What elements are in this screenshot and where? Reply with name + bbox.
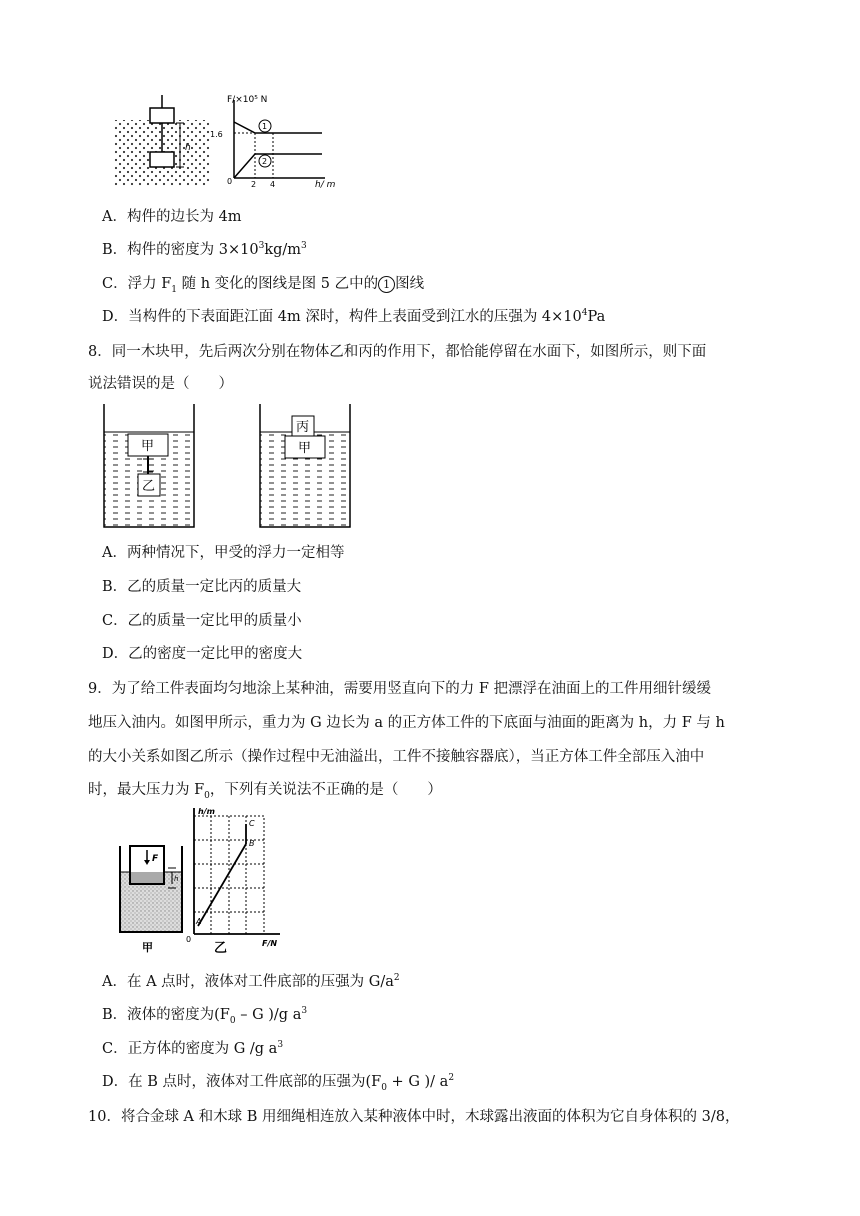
- q9-figure: [112, 806, 282, 956]
- q7-figure: [110, 90, 360, 190]
- q8-option-a: A．两种情况下，甲受的浮力一定相等: [102, 545, 345, 561]
- q8-figure: [100, 402, 360, 530]
- q9-x-label: F/N: [262, 939, 278, 948]
- q9-stem-line-4: 时，最大压力为 $F_0$，下列有关说法不正确的是（ ）: [88, 782, 442, 801]
- q7-h-label: h: [185, 143, 191, 153]
- q9-y-label: h/m: [198, 807, 215, 816]
- q8-option-c: C．乙的质量一定比甲的质量小: [102, 613, 302, 629]
- q7-x-label: h/ m: [315, 180, 336, 190]
- svg-text:丙: 丙: [296, 420, 310, 435]
- q9-option-a: A．在 A 点时，液体对工件底部的压强为 $G/a^2$: [102, 973, 400, 990]
- q9-point-a: A: [196, 917, 202, 926]
- q9-origin: 0: [186, 935, 192, 944]
- q7-origin: 0: [227, 177, 233, 186]
- q10-stem-line-1: 10．将合金球 A 和木球 B 用细绳相连放入某种液体中时，木球露出液面的体积为它自身体积的 3/8，: [88, 1109, 740, 1125]
- q7-option-c: C．浮力 $F_1$ 随 h 变化的图线是图 5 乙中的 1 图线: [102, 276, 425, 295]
- q7-lower-block: [150, 152, 174, 167]
- q7-y-label: F/×10⁵ N: [227, 95, 268, 105]
- q9-stem-line-1: 9．为了给工件表面均匀地涂上某种油，需要用竖直向下的力 F 把漂浮在油面上的工件用细针缓缓: [88, 681, 712, 697]
- svg-text:乙: 乙: [142, 479, 156, 494]
- q7-option-d: D．当构件的下表面距江面 4m 深时，构件上表面受到江水的压强为 $4\times 10^4Pa$: [102, 308, 606, 325]
- q9-option-b: B．液体的密度为($F_0$ – G )/g $a^3$: [102, 1006, 308, 1026]
- q9-caption-yi: 乙: [214, 941, 228, 956]
- svg-text:甲: 甲: [298, 441, 312, 456]
- q8-stem-line-1: 8．同一木块甲，先后两次分别在物体乙和丙的作用下，都恰能停留在水面下，如图所示，则下面: [88, 344, 707, 360]
- q7-y-tick: 1.6: [210, 130, 223, 139]
- q9-stem-line-3: 的大小关系如图乙所示（操作过程中无油溢出，工件不接触容器底），当正方体工件全部压入油中: [88, 749, 705, 765]
- q9-point-b: B: [249, 839, 255, 848]
- q7-option-a: A．构件的边长为 4m: [102, 209, 242, 225]
- q8-option-b: B．乙的质量一定比丙的质量大: [102, 579, 302, 595]
- q8-option-d: D．乙的密度一定比甲的密度大: [102, 646, 303, 662]
- q7-x-tick-4: 4: [270, 180, 276, 189]
- q9-force-label: F: [152, 854, 159, 864]
- q9-caption-jia: 甲: [142, 941, 153, 954]
- svg-text:1: 1: [262, 122, 268, 131]
- svg-text:2: 2: [262, 157, 268, 166]
- q9-point-c: C: [249, 819, 255, 828]
- q7-curve-1: [234, 122, 322, 133]
- svg-text:甲: 甲: [141, 439, 155, 454]
- q7-curve-2: [234, 154, 322, 178]
- q7-circled-number: 1: [378, 276, 395, 293]
- q7-option-b: B．构件的密度为 $3\times 10^3kg/m^3$: [102, 241, 307, 258]
- q9-line-ab: [198, 844, 246, 926]
- q7-upper-block: [150, 108, 174, 123]
- q9-option-c: C．正方体的密度为 G /g $a^3$: [102, 1040, 284, 1057]
- q7-x-tick-2: 2: [251, 180, 257, 189]
- q9-depth-label: h: [174, 875, 179, 883]
- q8-stem-line-2: 说法错误的是（ ）: [88, 376, 233, 392]
- q9-stem-line-2: 地压入油内。如图甲所示，重力为 G 边长为 a 的正方体工件的下底面与油面的距离为 h，力 F 与 h: [88, 715, 725, 731]
- q9-option-d: D．在 B 点时，液体对工件底部的压强为($F_0 + G$ )/ $a^2$: [102, 1073, 455, 1093]
